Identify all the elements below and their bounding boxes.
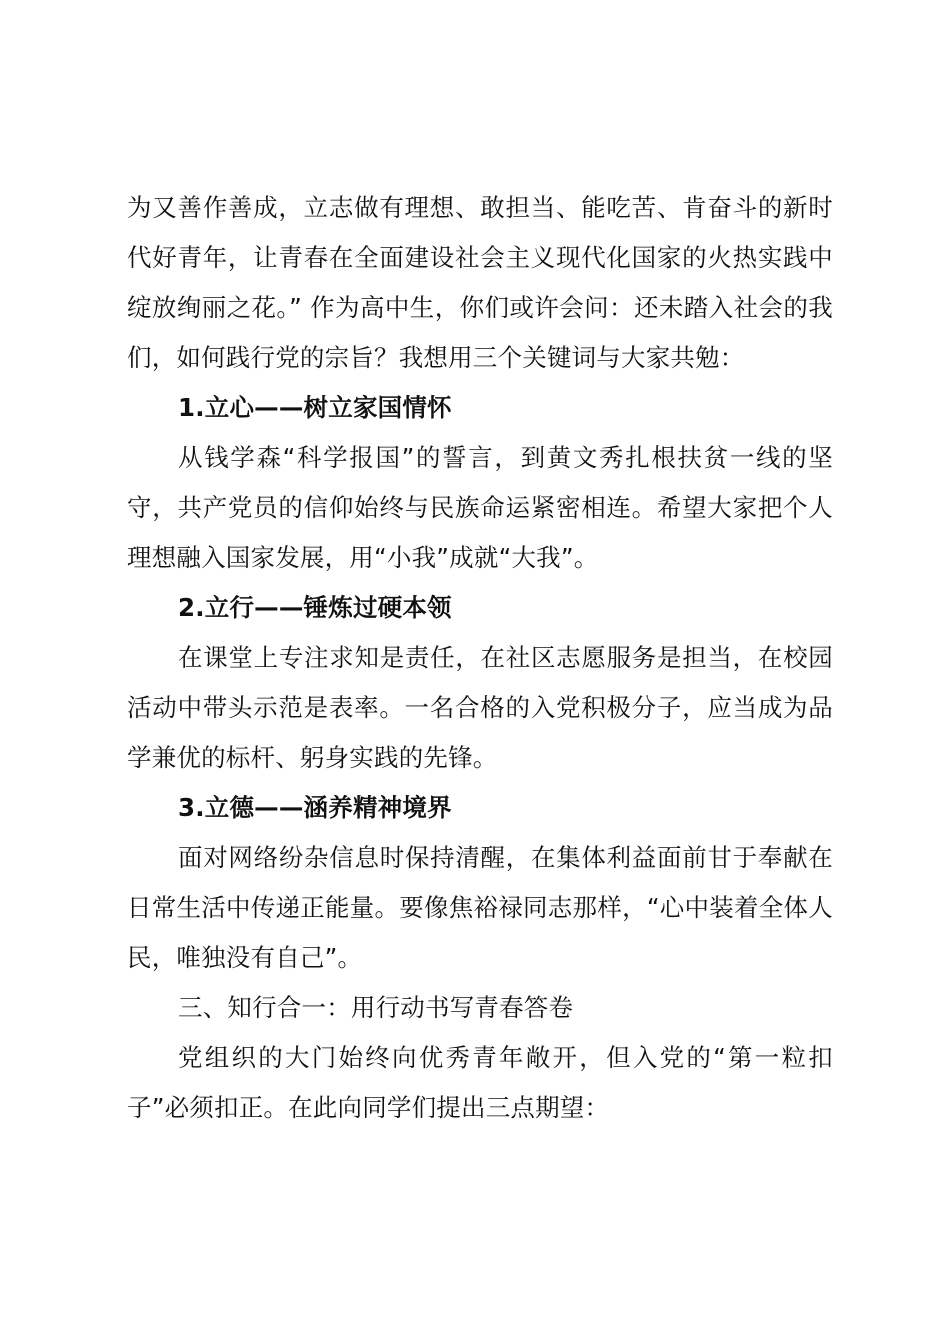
body-paragraph: 面对网络纷杂信息时保持清醒，在集体利益面前甘于奉献在日常生活中传递正能量。要像焦裕禄同志那样，“心中装着全体人民，唯独没有自己”。 <box>127 843 833 972</box>
section-heading-3: 3.立德——涵养精神境界 <box>178 793 452 822</box>
body-paragraph: 从钱学森“科学报国”的誓言，到黄文秀扎根扶贫一线的坚守，共产党员的信仰始终与民族命运紧密相连。希望大家把个人理想融入国家发展，用“小我”成就“大我”。 <box>127 443 833 572</box>
body-paragraph: 党组织的大门始终向优秀青年敞开，但入党的“第一粒扣子”必须扣正。在此向同学们提出三点期望： <box>127 1043 833 1122</box>
body-paragraph: 为又善作善成，立志做有理想、敢担当、能吃苦、肯奋斗的新时代好青年，让青春在全面建设社会主义现代化国家的火热实践中绽放绚丽之花。” 作为高中生，你们或许会问：还未踏入社会的我们，如何践行党的宗旨？我想用三个关键词与大家共勉： <box>127 193 833 372</box>
document-body <box>127 183 833 1133</box>
body-paragraph: 在课堂上专注求知是责任，在社区志愿服务是担当，在校园活动中带头示范是表率。一名合格的入党积极分子，应当成为品学兼优的标杆、躬身实践的先锋。 <box>127 643 833 772</box>
section-heading-1: 1.立心——树立家国情怀 <box>178 393 452 422</box>
chapter-heading: 三、知行合一：用行动书写青春答卷 <box>178 993 574 1022</box>
section-heading-2: 2.立行——锤炼过硬本领 <box>178 593 452 622</box>
